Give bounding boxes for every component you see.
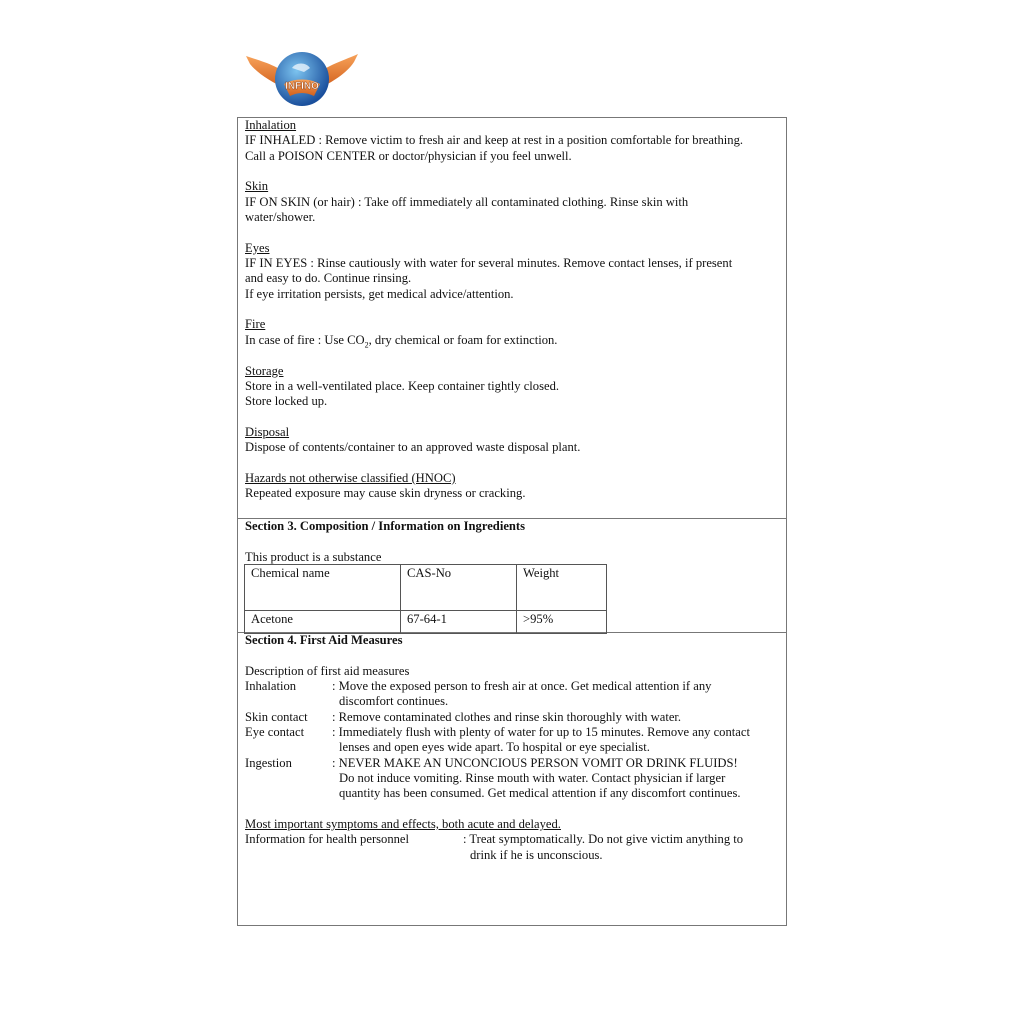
- text-line: If eye irritation persists, get medical advice/attention.: [245, 286, 514, 301]
- hnoc-heading: Hazards not otherwise classified (HNOC): [245, 470, 456, 485]
- text-line: IF IN EYES : Rinse cautiously with water for several minutes. Remove contact lenses, if present: [245, 256, 733, 271]
- item-text: discomfort continues.: [339, 694, 449, 709]
- text-line: water/shower.: [245, 210, 316, 225]
- item-text: : Remove contaminated clothes and rinse skin thoroughly with water.: [332, 709, 682, 724]
- fire-text: In case of fire : Use CO: [245, 332, 365, 347]
- table-row: [245, 611, 607, 634]
- table-cell: >95%: [517, 611, 607, 634]
- health-text: : Treat symptomatically. Do not give victim anything to: [463, 832, 744, 847]
- column-header: Chemical name: [245, 565, 401, 611]
- fire-text: , dry chemical or foam for extinction.: [368, 332, 558, 347]
- section3: [245, 519, 525, 565]
- text-line: Repeated exposure may cause skin dryness or cracking.: [245, 486, 526, 501]
- item-text: Do not induce vomiting. Rinse mouth with water. Contact physician if larger: [339, 771, 726, 786]
- infino-logo: [244, 48, 360, 110]
- ingredients-table: [244, 564, 607, 634]
- item-text: : Move the exposed person to fresh air at once. Get medical attention if any: [332, 679, 712, 694]
- health-label: Information for health personnel: [245, 832, 410, 847]
- table-cell: 67-64-1: [401, 611, 517, 634]
- item-label: Skin contact: [245, 709, 308, 724]
- storage-heading: Storage: [245, 363, 284, 378]
- svg-text:INFINO: INFINO: [285, 81, 319, 92]
- item-text: lenses and open eyes wide apart. To hospital or eye specialist.: [339, 740, 650, 755]
- inhalation-heading: Inhalation: [245, 118, 297, 132]
- text-line: [245, 333, 743, 348]
- eyes-heading: Eyes: [245, 240, 270, 255]
- item-label: Inhalation: [245, 679, 297, 694]
- text-line: IF INHALED : Remove victim to fresh air and keep at rest in a position comfortable for breathing.: [245, 133, 744, 148]
- fire-heading: Fire: [245, 317, 266, 332]
- table-cell: Acetone: [245, 611, 401, 634]
- column-header: CAS-No: [401, 565, 517, 611]
- item-text: quantity has been consumed. Get medical attention if any discomfort continues.: [339, 786, 741, 801]
- skin-heading: Skin: [245, 179, 269, 194]
- text-line: Dispose of contents/container to an approved waste disposal plant.: [245, 440, 581, 455]
- subscript: 2: [364, 340, 369, 350]
- item-label: Eye contact: [245, 725, 305, 740]
- disposal-heading: Disposal: [245, 424, 290, 439]
- first-aid-description: Description of first aid measures: [245, 663, 410, 678]
- item-text: : Immediately flush with plenty of water for up to 15 minutes. Remove any contact: [332, 725, 750, 740]
- section4-title: Section 4. First Aid Measures: [245, 633, 403, 647]
- text-line: and easy to do. Continue rinsing.: [245, 271, 412, 286]
- column-header: Weight: [517, 565, 607, 611]
- text-line: IF ON SKIN (or hair) : Take off immediately all contaminated clothing. Rinse skin with: [245, 194, 689, 209]
- symptoms-heading: Most important symptoms and effects, both acute and delayed.: [245, 817, 561, 832]
- item-label: Ingestion: [245, 755, 292, 770]
- text-line: Store locked up.: [245, 394, 328, 409]
- health-text: drink if he is unconscious.: [470, 847, 603, 862]
- section2-continuation: [245, 118, 743, 502]
- table-header-row: [245, 565, 607, 611]
- section3-intro: This product is a substance: [245, 549, 382, 564]
- item-text: : NEVER MAKE AN UNCONCIOUS PERSON VOMIT OR DRINK FLUIDS!: [332, 755, 738, 770]
- text-line: Store in a well-ventilated place. Keep container tightly closed.: [245, 378, 560, 393]
- section3-title: Section 3. Composition / Information on Ingredients: [245, 519, 526, 533]
- text-line: Call a POISON CENTER or doctor/physician if you feel unwell.: [245, 148, 572, 163]
- section4: [245, 633, 750, 863]
